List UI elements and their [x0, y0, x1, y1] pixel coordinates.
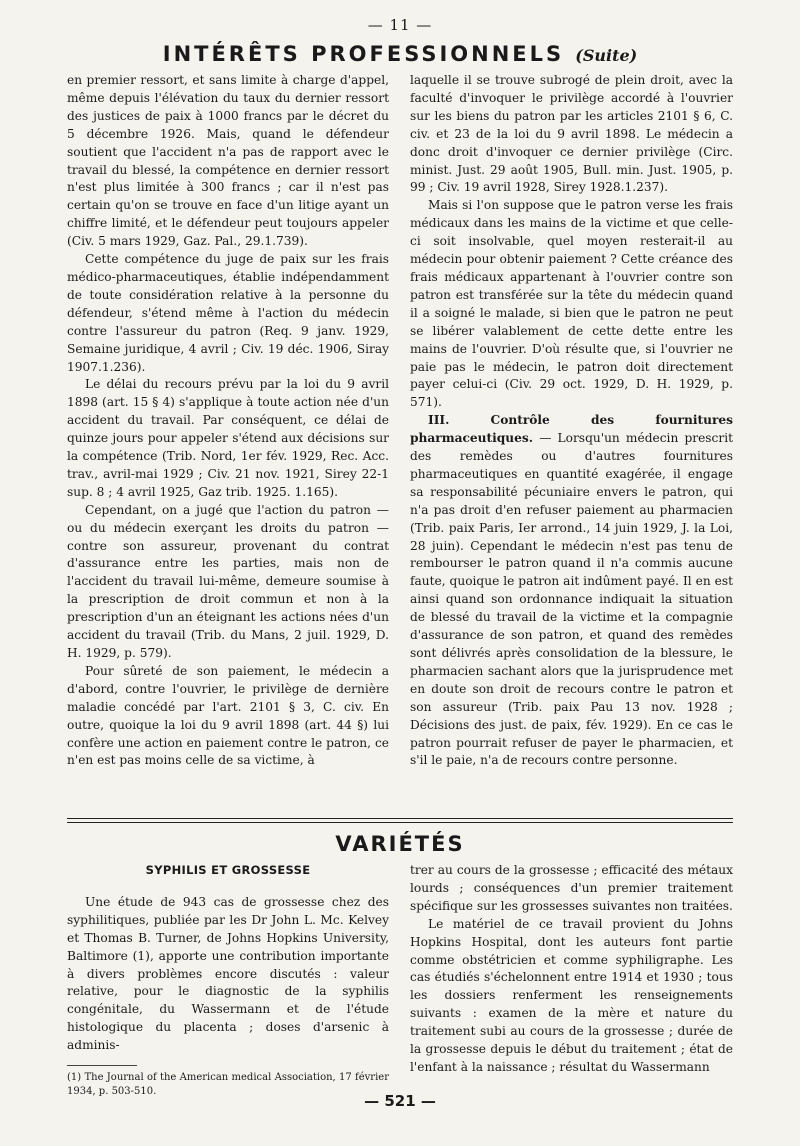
paragraph: Le matériel de ce travail provient du Johns Hopkins Hospital, dont les auteurs font partie comme obstétricien et comme syphiligraphe. Les cas étudiés s'échelonnent entre 1914 et 1930 ; tous les dossiers renferment les renseignements suivants : examen de la mère et nature du traitement subi au cours de la grossesse ; durée de la grossesse depuis le début du traitement ; état de l'enfant à la naissance ; résultat du Wassermann	[410, 916, 733, 1074]
varietes-right-column	[410, 862, 733, 1077]
section-title: INTÉRÊTS PROFESSIONNELS	[162, 42, 565, 66]
bottom-page-number: — 521 —	[364, 1092, 436, 1110]
footnote: (1) The Journal of the American medical Association, 17 février 1934, p. 503-510.	[67, 1072, 389, 1098]
section-3-text: — Lorsqu'un médecin prescrit des remèdes ou d'autres fournitures pharmaceutiques en quantité exagérée, il engage sa responsabilité pécuniaire envers le patron, qui n'a pas droit d'en refuser paiement au pharmacien (Trib. paix Paris, Ier arrond., 14 juin 1929, J. la Loi, 28 juin). Cependant le médecin n'est pas tenu de rembourser le patron quand il n'a commis aucune faute, quoique le patron ait indûment payé. Il en est ainsi quand son ordonnance indiquait la situation de blessé du travail de la victime et la compagnie d'assurance de son patron, et quand des remèdes sont délivrés après consolidation de la blessure, le pharmacien sachant alors que la jurisprudence met en doute son droit de recours contre le patron et son assureur (Trib. paix Pau 13 nov. 1928 ; Décisions des just. de paix, fév. 1929). En ce cas le patron pourrait refuser de payer le pharmacien, et s'il le paie, n'a de recours contre personne.	[410, 431, 733, 768]
varietes-left-column	[67, 862, 389, 1099]
section-divider-thin	[67, 822, 733, 823]
section-3-heading: III. Contrôle des fournitures pharmaceutiques.	[410, 413, 733, 446]
paragraph: Cette compétence du juge de paix sur les frais médico-pharmaceutiques, établie indépendamment de toute considération relative à la personne du défendeur, s'étend même à l'action du médecin contre l'assureur du patron (Req. 9 janv. 1929, Semaine juridique, 4 avril ; Civ. 19 déc. 1906, Siray 1907.1.236).	[67, 252, 389, 374]
top-page-number: — 11 —	[367, 16, 433, 34]
paragraph: trer au cours de la grossesse ; efficacité des métaux lourds ; conséquences d'un premier traitement spécifique sur les grossesses suivantes non traitées.	[410, 863, 733, 913]
section-divider	[67, 818, 733, 819]
section-header	[0, 42, 800, 66]
paragraph: en premier ressort, et sans limite à charge d'appel, même depuis l'élévation du taux du dernier ressort des justices de paix à 1000 francs par le décret du 5 décembre 1926. Mais, quand le défendeur soutient que l'accident n'a pas de rapport avec le travail du blessé, la compétence en dernier ressort n'est plus limitée à 300 francs ; car il n'est pas certain qu'on se trouve en face d'un litige ayant un chiffre limité, et le défendeur peut toujours appeler (Civ. 5 mars 1929, Gaz. Pal., 29.1.739).	[67, 73, 389, 249]
paragraph: Le délai du recours prévu par la loi du 9 avril 1898 (art. 15 § 4) s'applique à toute action née d'un accident du travail. Par conséquent, ce délai de quinze jours pour appeler s'étend aux décisions sur la compétence (Trib. Nord, 1er fév. 1929, Rec. Acc. trav., avril-mai 1929 ; Civ. 21 nov. 1921, Sirey 22-1 sup. 8 ; 4 avril 1925, Gaz trib. 1925. 1.165).	[67, 377, 389, 499]
paragraph: Mais si l'on suppose que le patron verse les frais médicaux dans les mains de la victime et que celle-ci soit insolvable, quel moyen resterait-il au médecin pour obtenir paiement ? Cette créance des frais médicaux appartenant à l'ouvrier contre son patron est transférée sur la tête du médecin quand il a soigné le malade, si bien que le patron ne peut se libérer valablement de cette dette entre les mains de l'ouvrier. D'où résulte que, si l'ouvrier ne paie pas le médecin, le patron doit directement payer celui-ci (Civ. 29 oct. 1929, D. H. 1929, p. 571).	[410, 198, 733, 410]
article-subtitle: SYPHILIS ET GROSSESSE	[145, 863, 311, 877]
right-column	[410, 72, 733, 770]
varietes-title: VARIÉTÉS	[335, 832, 465, 856]
paragraph: Une étude de 943 cas de grossesse chez des syphilitiques, publiée par les Dr John L. Mc. Kelvey et Thomas B. Turner, de Johns Hopkins University, Baltimore (1), apporte une contribution importante à divers problèmes encore discutés : valeur relative, pour le diagnostic de la syphilis congénitale, du Wassermann et de l'étude histologique du placenta ; doses d'arsenic à adminis-	[67, 894, 389, 1053]
paragraph: Cependant, on a jugé que l'action du patron — ou du médecin exerçant les droits du patron — contre son assureur, provenant du contrat d'assurance entre les parties, mais non de l'accident du travail lui-même, demeure soumise à la prescription de droit commun et non à la prescription d'un an éteignant les actions nées d'un accident du travail (Trib. du Mans, 2 juil. 1929, D. H. 1929, p. 579).	[67, 502, 389, 660]
section-suite: (Suite)	[575, 46, 638, 65]
paragraph: laquelle il se trouve subrogé de plein droit, avec la faculté d'invoquer le privilège accordé à l'ouvrier sur les biens du patron par les articles 2101 § 6, C. civ. et 23 de la loi du 9 avril 1898. Le médecin a donc droit d'invoquer ce dernier privilège (Circ. minist. Just. 29 août 1905, Bull. min. Just. 1905, p. 99 ; Civ. 19 avril 1928, Sirey 1928.1.237).	[410, 73, 733, 195]
left-column	[67, 72, 389, 770]
footnote-rule	[67, 1065, 137, 1066]
paragraph: Pour sûreté de son paiement, le médecin a d'abord, contre l'ouvrier, le privilège de dernière maladie concédé par l'art. 2101 § 3, C. civ. En outre, quoique la loi du 9 avril 1898 (art. 44 §) lui confère une action en paiement contre le patron, ce n'en est pas moins celle de sa victime, à	[67, 663, 389, 768]
section-3-paragraph	[410, 412, 733, 770]
